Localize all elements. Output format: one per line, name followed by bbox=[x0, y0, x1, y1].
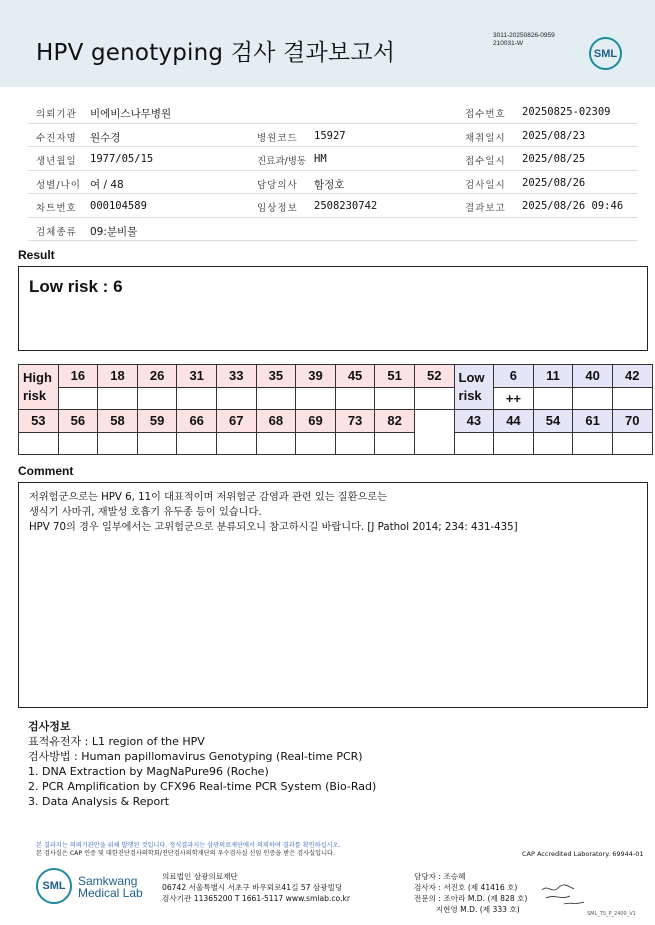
high-result-cell bbox=[375, 432, 415, 455]
label-specimen-type: 검체종류 bbox=[36, 226, 77, 238]
label-hospital-code: 병원코드 bbox=[257, 132, 298, 144]
test-info-line: 1. DNA Extraction by MagNaPure96 (Roche) bbox=[28, 765, 269, 778]
high-result-cell bbox=[375, 387, 415, 410]
high-type-cell: 35 bbox=[256, 365, 296, 388]
label-collection-date: 채취일시 bbox=[465, 132, 506, 144]
low-result-cell bbox=[573, 387, 613, 410]
label-physician: 담당의사 bbox=[257, 179, 298, 191]
label-clinical-info: 임상정보 bbox=[257, 203, 298, 214]
high-type-cell: 73 bbox=[335, 410, 375, 433]
label-test-date: 검사일시 bbox=[465, 179, 506, 191]
result-text: Low risk : 6 bbox=[29, 277, 123, 296]
info-row bbox=[28, 171, 637, 195]
notice-accreditation: 본 검사실은 CAP 인증 및 대한진단검사의학회/진단검사의학재단의 우수검사실 신임 인증을 받은 검사실입니다. bbox=[36, 850, 335, 857]
high-type-cell: 26 bbox=[137, 365, 177, 388]
low-result-cell bbox=[533, 432, 573, 455]
staff-line: 전문의 : 조아라 M.D. (제 828 호) bbox=[414, 894, 528, 903]
value-patient-name: 원수경 bbox=[90, 131, 121, 144]
value-collection-date: 2025/08/23 bbox=[522, 129, 586, 142]
cap-accreditation: CAP Accredited Laboratory. 69944-01 bbox=[522, 850, 644, 858]
signature-icon bbox=[540, 880, 586, 908]
staff-line: 지현영 M.D. (제 333 호) bbox=[414, 905, 520, 914]
high-result-cell bbox=[137, 432, 177, 455]
label-birth-date: 생년월일 bbox=[36, 156, 77, 167]
result-section-title: Result bbox=[18, 248, 55, 262]
low-risk-label: Low risk bbox=[454, 365, 494, 410]
high-type-cell: 68 bbox=[256, 410, 296, 433]
high-risk-label: High risk bbox=[19, 365, 59, 410]
low-result-cell bbox=[612, 387, 652, 410]
high-result-cell bbox=[177, 387, 217, 410]
high-result-cell bbox=[256, 387, 296, 410]
form-code: SML_TS_P_2400_V1 bbox=[587, 911, 636, 917]
value-test-date: 2025/08/26 bbox=[522, 176, 586, 189]
high-type-cell: 33 bbox=[216, 365, 256, 388]
value-physician: 함정호 bbox=[314, 178, 345, 191]
high-result-cell bbox=[216, 432, 256, 455]
patient-info-grid bbox=[28, 100, 637, 241]
address-line: 06742 서울특별시 서초구 바우뫼로41길 57 삼광빌딩 bbox=[162, 883, 343, 892]
high-result-cell bbox=[98, 387, 138, 410]
comment-line: 생식기 사마귀, 재발성 호흡기 유두종 등이 있습니다. bbox=[29, 507, 262, 518]
high-result-cell bbox=[216, 387, 256, 410]
low-type-cell: 61 bbox=[573, 410, 613, 433]
high-type-cell: 16 bbox=[58, 365, 98, 388]
report-title: HPV genotyping 검사 결과보고서 bbox=[36, 40, 396, 66]
low-type-cell: 42 bbox=[612, 365, 652, 388]
value-sex-age: 여 / 48 bbox=[90, 178, 124, 191]
label-referral-institution: 의뢰기관 bbox=[36, 109, 77, 120]
notice-issuance: 본 결과지는 의뢰기관만을 위해 발행된 것입니다. 정식결과지는 삼광의료재단에서 의뢰하여 결과를 확인하십시오. bbox=[36, 842, 341, 849]
low-type-cell: 54 bbox=[533, 410, 573, 433]
high-result-cell bbox=[58, 387, 98, 410]
comment-section-title: Comment bbox=[18, 464, 74, 478]
high-type-cell: 31 bbox=[177, 365, 217, 388]
report-header bbox=[0, 0, 655, 87]
high-result-cell bbox=[296, 432, 336, 455]
document-id-line-1: 3011-20250826-0959 bbox=[493, 32, 555, 39]
comment-box bbox=[18, 482, 648, 708]
high-type-cell: 58 bbox=[98, 410, 138, 433]
genotype-table bbox=[18, 364, 653, 455]
info-row bbox=[28, 100, 637, 124]
lab-name-line-1: Samkwang bbox=[78, 874, 138, 888]
high-result-cell bbox=[335, 432, 375, 455]
test-info bbox=[28, 719, 376, 809]
low-type-cell: 43 bbox=[454, 410, 494, 433]
high-type-cell: 66 bbox=[177, 410, 217, 433]
info-row bbox=[28, 147, 637, 171]
value-referral-institution: 비에비스나무병원 bbox=[90, 108, 172, 120]
value-receipt-number: 20250825-02309 bbox=[522, 106, 611, 118]
high-type-cell: 82 bbox=[375, 410, 415, 433]
staff-list bbox=[414, 871, 527, 915]
document-id bbox=[493, 32, 555, 48]
address-line: 검사기관 11365200 T 1661-5117 www.smlab.co.kr bbox=[162, 894, 350, 903]
label-department: 진료과/병동 bbox=[257, 156, 307, 167]
high-result-cell bbox=[256, 432, 296, 455]
test-info-line: 검사방법 : Human papillomavirus Genotyping (Real-time PCR) bbox=[28, 750, 363, 763]
test-info-line: 3. Data Analysis & Report bbox=[28, 795, 170, 808]
label-receipt-date: 접수일시 bbox=[465, 156, 506, 167]
value-report-date: 2025/08/26 09:46 bbox=[522, 200, 624, 212]
low-type-cell: 6 bbox=[494, 365, 534, 388]
low-result-cell bbox=[533, 387, 573, 410]
info-row bbox=[28, 124, 637, 148]
document-id-line-2: 210031-W bbox=[493, 40, 523, 47]
lab-address bbox=[162, 871, 350, 904]
test-info-line: 표적유전자 : L1 region of the HPV bbox=[28, 735, 205, 748]
high-type-cell: 18 bbox=[98, 365, 138, 388]
high-result-cell bbox=[19, 432, 59, 455]
high-type-cell: 53 bbox=[19, 410, 59, 433]
label-chart-number: 차트번호 bbox=[36, 203, 77, 214]
value-clinical-info: 2508230742 bbox=[314, 200, 378, 212]
value-hospital-code: 15927 bbox=[314, 129, 346, 142]
lab-name bbox=[78, 875, 143, 899]
lab-name-line-2: Medical Lab bbox=[78, 886, 143, 900]
low-result-cell: ++ bbox=[494, 387, 534, 410]
info-row bbox=[28, 218, 637, 242]
label-report-date: 결과보고 bbox=[465, 203, 506, 214]
value-birth-date: 1977/05/15 bbox=[90, 153, 154, 165]
test-info-title: 검사정보 bbox=[28, 720, 71, 733]
high-type-cell: 52 bbox=[414, 365, 454, 388]
high-result-cell bbox=[414, 387, 454, 410]
comment-line: HPV 70의 경우 일부에서는 고위험군으로 분류되오니 참고하시길 바랍니다. [J Pathol 2014; 234: 431-435] bbox=[29, 522, 518, 533]
high-result-cell bbox=[296, 387, 336, 410]
staff-line: 검사자 : 서진호 (제 41416 호) bbox=[414, 883, 518, 892]
value-specimen-type: 09:분비물 bbox=[90, 225, 138, 238]
low-result-cell bbox=[573, 432, 613, 455]
high-type-cell: 45 bbox=[335, 365, 375, 388]
test-info-line: 2. PCR Amplification by CFX96 Real-time PCR System (Bio-Rad) bbox=[28, 780, 377, 793]
high-result-cell bbox=[137, 387, 177, 410]
low-result-cell bbox=[612, 432, 652, 455]
sml-logo-icon: SML bbox=[36, 868, 72, 904]
value-receipt-date: 2025/08/25 bbox=[522, 153, 586, 165]
high-type-cell: 59 bbox=[137, 410, 177, 433]
high-type-cell: 51 bbox=[375, 365, 415, 388]
info-row bbox=[28, 194, 637, 218]
high-type-cell: 67 bbox=[216, 410, 256, 433]
low-type-cell: 70 bbox=[612, 410, 652, 433]
high-result-cell bbox=[58, 432, 98, 455]
value-department: HM bbox=[314, 153, 327, 165]
high-result-cell bbox=[98, 432, 138, 455]
value-chart-number: 000104589 bbox=[90, 200, 147, 212]
staff-line: 담당자 : 조승혜 bbox=[414, 872, 466, 881]
address-line: 의료법인 삼광의료재단 bbox=[162, 872, 238, 881]
low-result-cell bbox=[454, 432, 494, 455]
low-type-cell: 11 bbox=[533, 365, 573, 388]
low-type-cell: 44 bbox=[494, 410, 534, 433]
label-patient-name: 수진자명 bbox=[36, 132, 77, 144]
high-type-cell: 69 bbox=[296, 410, 336, 433]
high-type-cell: 39 bbox=[296, 365, 336, 388]
high-result-cell bbox=[335, 387, 375, 410]
result-box bbox=[18, 266, 648, 351]
label-sex-age: 성별/나이 bbox=[36, 179, 81, 191]
label-receipt-number: 접수번호 bbox=[465, 109, 506, 120]
high-type-cell: 56 bbox=[58, 410, 98, 433]
comment-line: 저위험군으로는 HPV 6, 11이 대표적이며 저위험군 감염과 관련 있는 질환으로는 bbox=[29, 492, 387, 503]
low-type-cell: 40 bbox=[573, 365, 613, 388]
low-result-cell bbox=[494, 432, 534, 455]
sml-logo-icon: SML bbox=[589, 37, 622, 70]
high-result-cell bbox=[177, 432, 217, 455]
empty-spacer-cell bbox=[414, 410, 454, 455]
